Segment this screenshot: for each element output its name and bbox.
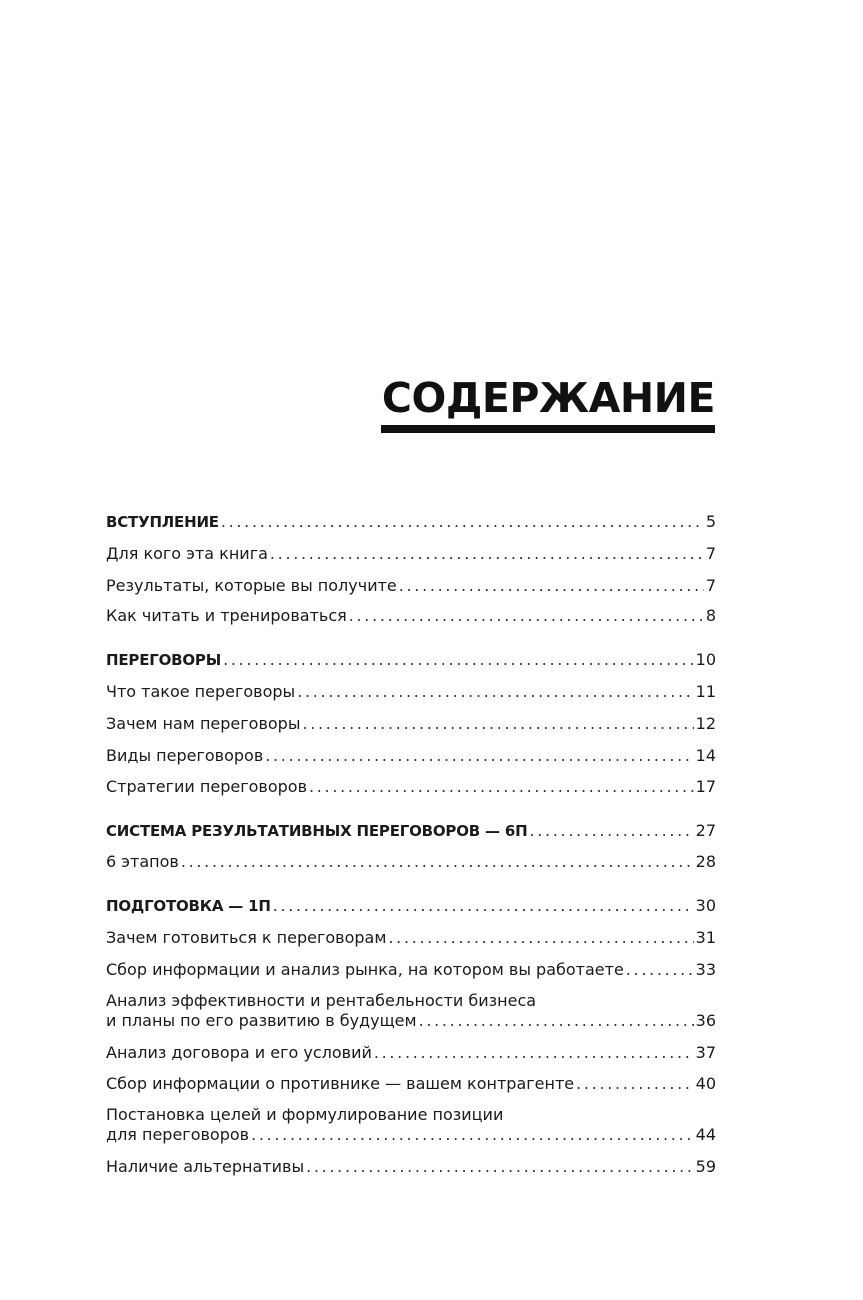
toc-entry[interactable] (106, 1105, 716, 1145)
dot-leader (309, 777, 694, 797)
toc-page-number: 12 (695, 714, 716, 733)
toc-page-number: 36 (695, 1011, 716, 1030)
toc-entry-label: Для кого эта книга (106, 544, 268, 563)
toc-entry-label: Стратегии переговоров (106, 777, 307, 796)
toc-entry[interactable] (106, 576, 716, 596)
toc-page-number: 10 (695, 650, 716, 669)
toc-entry[interactable] (106, 1157, 716, 1177)
toc-entry-label: Виды переговоров (106, 746, 264, 765)
dot-leader (626, 960, 694, 980)
toc-entry[interactable] (106, 606, 716, 626)
toc-entry-label: Сбор информации о противнике — вашем контрагенте (106, 1074, 575, 1093)
dot-leader (388, 928, 693, 948)
dot-leader (181, 852, 694, 872)
dot-leader (399, 576, 704, 596)
toc-page-number: 8 (705, 606, 716, 625)
toc-page-number: 44 (695, 1125, 716, 1144)
dot-leader (270, 544, 704, 564)
toc-entry-label: Зачем готовиться к переговорам (106, 928, 387, 947)
toc-entry-section[interactable] (106, 896, 716, 916)
toc-entry-label: Зачем нам переговоры (106, 714, 301, 733)
dot-leader (265, 746, 693, 766)
toc-entry-label: и планы по его развитию в будущем (106, 1011, 417, 1030)
dot-leader (223, 650, 694, 670)
dot-leader (221, 512, 704, 532)
dot-leader (251, 1125, 694, 1145)
toc-entry-label: 6 этапов (106, 852, 179, 871)
toc-entry-section[interactable] (106, 650, 716, 670)
toc-entry-label: СИСТЕМА РЕЗУЛЬТАТИВНЫХ ПЕРЕГОВОРОВ — 6П (106, 822, 528, 840)
toc-entry-label: ВСТУПЛЕНИЕ (106, 513, 219, 531)
toc-entry[interactable] (106, 991, 716, 1031)
toc-page-number: 59 (695, 1157, 716, 1176)
toc-entry[interactable] (106, 777, 716, 797)
toc-entry[interactable] (106, 852, 716, 872)
toc-page-number: 31 (695, 928, 716, 947)
toc-entry-label: Что такое переговоры (106, 682, 296, 701)
toc-entry-label: Как читать и тренироваться (106, 606, 347, 625)
toc-entry[interactable] (106, 960, 716, 980)
toc-entry[interactable] (106, 682, 716, 702)
toc-page-number: 7 (705, 544, 716, 563)
title-underline (381, 425, 715, 433)
dot-leader (349, 606, 704, 626)
toc-page-number: 5 (705, 512, 716, 531)
toc-entry[interactable] (106, 714, 716, 734)
dot-leader (273, 896, 694, 916)
toc-page-number: 27 (695, 821, 716, 840)
toc-entry-label-line1: Анализ эффективности и рентабельности бизнеса (106, 991, 537, 1010)
dot-leader (302, 714, 693, 734)
toc-page-number: 37 (695, 1043, 716, 1062)
dot-leader (576, 1074, 694, 1094)
contents-heading (300, 368, 715, 428)
toc-entry[interactable] (106, 928, 716, 948)
toc-page-number: 28 (695, 852, 716, 871)
dot-leader (297, 682, 693, 702)
toc-entry-label: Сбор информации и анализ рынка, на котором вы работаете (106, 960, 624, 979)
toc-entry-label: Наличие альтернативы (106, 1157, 305, 1176)
dot-leader (306, 1157, 694, 1177)
toc-page-number: 7 (705, 576, 716, 595)
page-title: СОДЕРЖАНИЕ (381, 374, 715, 422)
toc-entry[interactable] (106, 746, 716, 766)
toc-page-number: 11 (695, 682, 716, 701)
toc-entry[interactable] (106, 1074, 716, 1094)
toc-entry-label: для переговоров (106, 1125, 250, 1144)
toc-page-number: 14 (695, 746, 716, 765)
toc-entry[interactable] (106, 1043, 716, 1063)
toc-entry-label: Результаты, которые вы получите (106, 576, 397, 595)
toc-page-number: 33 (695, 960, 716, 979)
toc-entry-section[interactable] (106, 821, 716, 841)
toc-page-number: 30 (695, 896, 716, 915)
toc-page-number: 40 (695, 1074, 716, 1093)
toc-entry-section[interactable] (106, 512, 716, 532)
toc-entry-label: ПЕРЕГОВОРЫ (106, 651, 222, 669)
dot-leader (419, 1011, 694, 1031)
dot-leader (529, 821, 693, 841)
toc-entry-label: Анализ договора и его условий (106, 1043, 372, 1062)
toc-entry-label: ПОДГОТОВКА — 1П (106, 897, 271, 915)
toc-entry-label-line1: Постановка целей и формулирование позиции (106, 1105, 504, 1124)
toc-entry[interactable] (106, 544, 716, 564)
dot-leader (374, 1043, 694, 1063)
toc-page-number: 17 (695, 777, 716, 796)
